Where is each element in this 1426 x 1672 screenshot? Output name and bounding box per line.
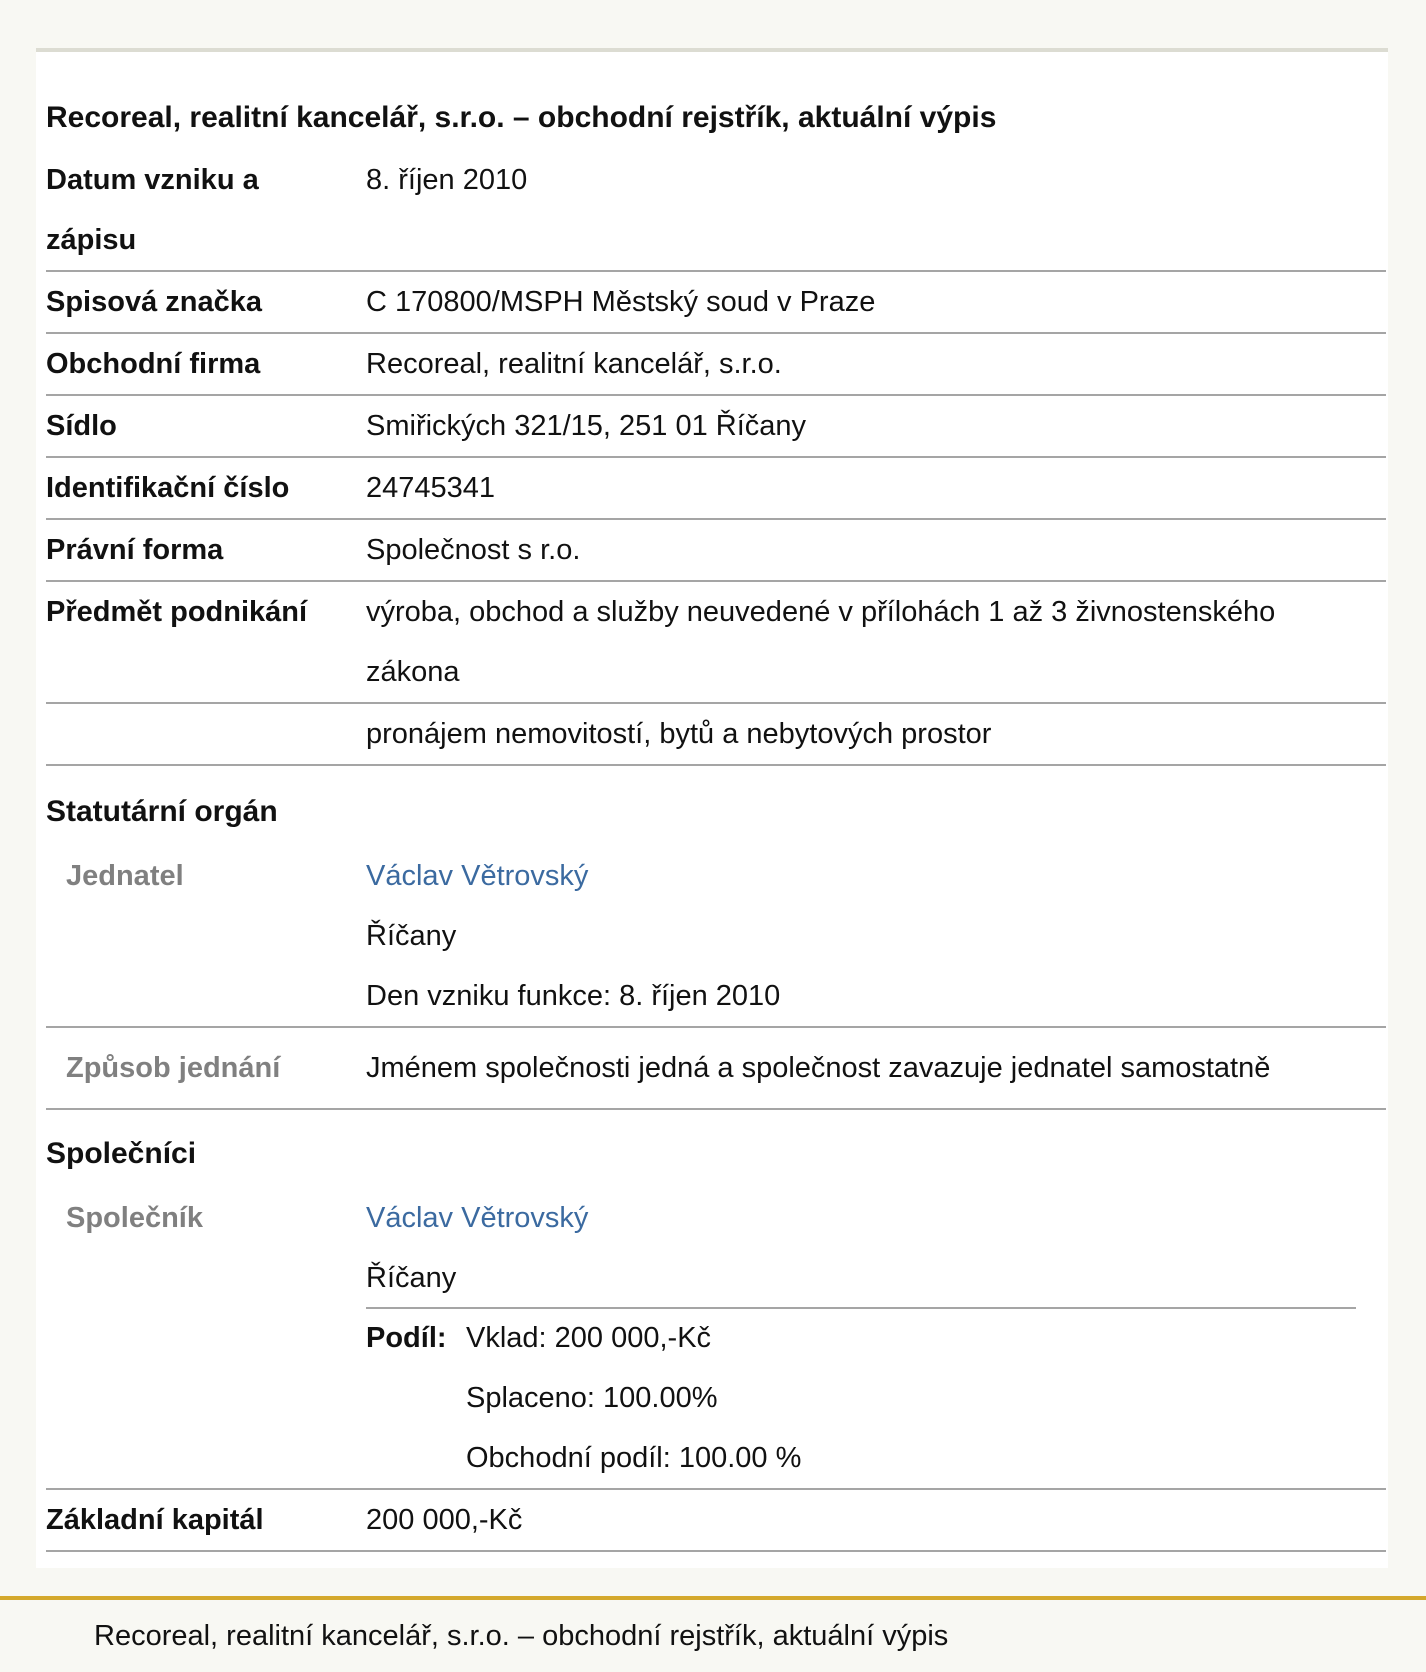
label-ico: Identifikační číslo [46,472,290,504]
jednatel-since: Den vzniku funkce: 8. říjen 2010 [366,980,781,1012]
label-pravni-forma: Právní forma [46,534,224,566]
label-sidlo: Sídlo [46,410,117,442]
spolecnik-name-link[interactable]: Václav Větrovský [366,1202,589,1234]
value-spolecnik [366,1188,588,1308]
podil-vklad: Vklad: 200 000,-Kč [466,1322,712,1354]
label-zpusob-jednani: Způsob jednání [66,1052,281,1084]
row-predmet-podnikani [46,582,1386,704]
row-sidlo [46,396,1386,458]
label-spolecnik: Společník [66,1202,203,1234]
value-ico: 24745341 [366,472,496,504]
jednatel-name-link[interactable]: Václav Větrovský [366,860,589,892]
value-pravni-forma: Společnost s r.o. [366,534,581,566]
podil-splaceno: Splaceno: 100.00% [466,1382,718,1414]
section-spolecnici: Společníci [46,1137,197,1170]
label-zakladni-kapital: Základní kapitál [46,1504,264,1536]
value-predmet-podnikani-2: pronájem nemovitostí, bytů a nebytových prostor [366,718,992,750]
value-jednatel [366,846,780,1026]
footer-title: Recoreal, realitní kancelář, s.r.o. – obchodní rejstřík, aktuální výpis [94,1620,949,1652]
row-spisova-znacka [46,272,1386,334]
footer [0,1596,1426,1672]
label-podil: Podíl: [366,1322,447,1354]
row-datum-vzniku [46,150,1386,272]
spolecnik-city: Říčany [366,1262,457,1294]
row-zpusob-jednani [46,1028,1386,1110]
label-spisova-znacka: Spisová značka [46,286,262,318]
row-pravni-forma [46,520,1386,582]
value-predmet-podnikani-1: výroba, obchod a služby neuvedené v přílohách 1 až 3 živnostenského zákona [366,596,1276,688]
label-jednatel: Jednatel [66,860,184,892]
value-datum-vzniku: 8. říjen 2010 [366,164,528,196]
page-title: Recoreal, realitní kancelář, s.r.o. – obchodní rejstřík, aktuální výpis [46,101,997,134]
section-statutarni-organ: Statutární orgán [46,795,278,828]
value-sidlo: Smiřických 321/15, 251 01 Říčany [366,410,807,442]
row-zakladni-kapital [46,1490,1386,1552]
value-podil [466,1308,801,1488]
label-datum-vzniku: Datum vzniku a zápisu [46,164,259,256]
row-jednatel [46,846,1386,1028]
value-spisova-znacka: C 170800/MSPH Městský soud v Praze [366,286,876,318]
label-obchodni-firma: Obchodní firma [46,348,261,380]
value-zakladni-kapital: 200 000,-Kč [366,1504,523,1536]
jednatel-city: Říčany [366,920,457,952]
podil-obchodni: Obchodní podíl: 100.00 % [466,1442,802,1474]
value-obchodni-firma: Recoreal, realitní kancelář, s.r.o. [366,348,782,380]
row-ico [46,458,1386,520]
value-zpusob-jednani: Jménem společnosti jedná a společnost zavazuje jednatel samostatně [366,1052,1271,1084]
row-obchodni-firma [46,334,1386,396]
row-predmet-podnikani-2 [46,704,1386,766]
label-predmet-podnikani: Předmět podnikání [46,596,308,628]
